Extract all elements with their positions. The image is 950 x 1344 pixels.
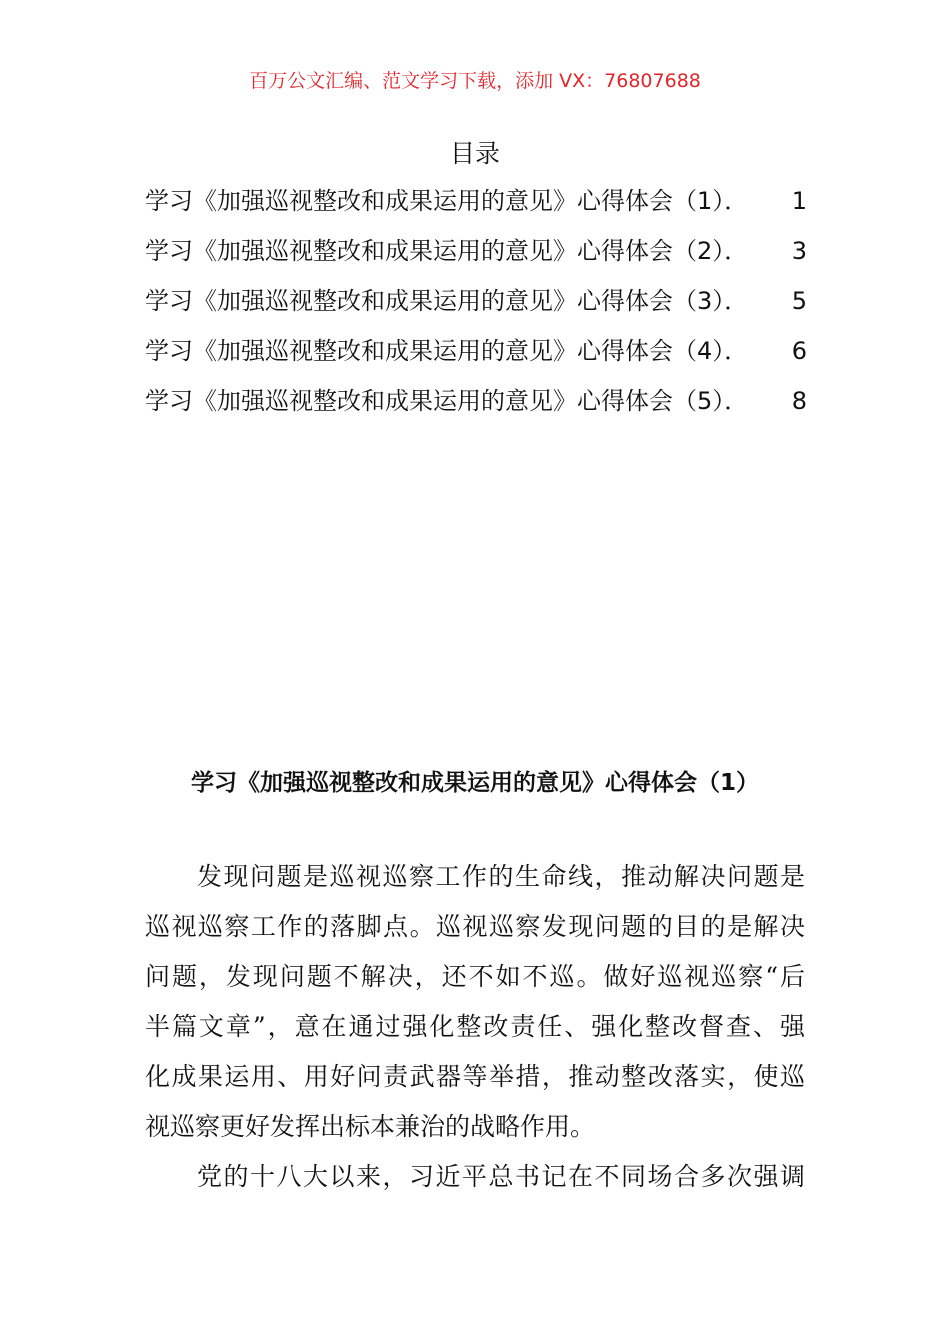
body-line: 视巡察更好发挥出标本兼治的战略作用。 — [145, 1112, 596, 1141]
table-of-contents — [145, 184, 807, 434]
toc-item[interactable] — [145, 334, 807, 384]
toc-item-page: 8 — [791, 387, 807, 415]
toc-item[interactable] — [145, 184, 807, 234]
toc-title: 目录 — [449, 139, 500, 168]
body-text — [145, 858, 805, 1208]
body-line: 党的十八大以来，习近平总书记在不同场合多次强调 — [197, 1162, 805, 1191]
toc-item-page: 1 — [791, 187, 807, 215]
toc-item-title: 学习《加强巡视整改和成果运用的意见》心得体会（3）． — [145, 287, 749, 315]
toc-item[interactable] — [145, 284, 807, 334]
toc-item[interactable] — [145, 234, 807, 284]
toc-item-page: 3 — [791, 237, 807, 265]
toc-item[interactable] — [145, 384, 807, 434]
body-line: 发现问题是巡视巡察工作的生命线，推动解决问题是 — [197, 862, 805, 891]
body-line: 化成果运用、用好问责武器等举措，推动整改落实，使巡 — [145, 1062, 805, 1091]
toc-item-title: 学习《加强巡视整改和成果运用的意见》心得体会（2）． — [145, 237, 749, 265]
section-heading: 学习《加强巡视整改和成果运用的意见》心得体会（1） — [190, 770, 759, 796]
toc-item-title: 学习《加强巡视整改和成果运用的意见》心得体会（1）． — [145, 187, 749, 215]
toc-item-title: 学习《加强巡视整改和成果运用的意见》心得体会（4）． — [145, 337, 749, 365]
toc-item-page: 6 — [791, 337, 807, 365]
toc-item-title: 学习《加强巡视整改和成果运用的意见》心得体会（5）． — [145, 387, 749, 415]
toc-item-page: 5 — [791, 287, 807, 315]
body-line: 半篇文章”，意在通过强化整改责任、强化整改督查、强 — [145, 1012, 805, 1041]
body-line: 巡视巡察工作的落脚点。巡视巡察发现问题的目的是解决 — [145, 912, 805, 941]
watermark-banner: 百万公文汇编、范文学习下载，添加 VX：76807688 — [249, 70, 701, 92]
body-line: 问题，发现问题不解决，还不如不巡。做好巡视巡察“后 — [145, 962, 805, 991]
